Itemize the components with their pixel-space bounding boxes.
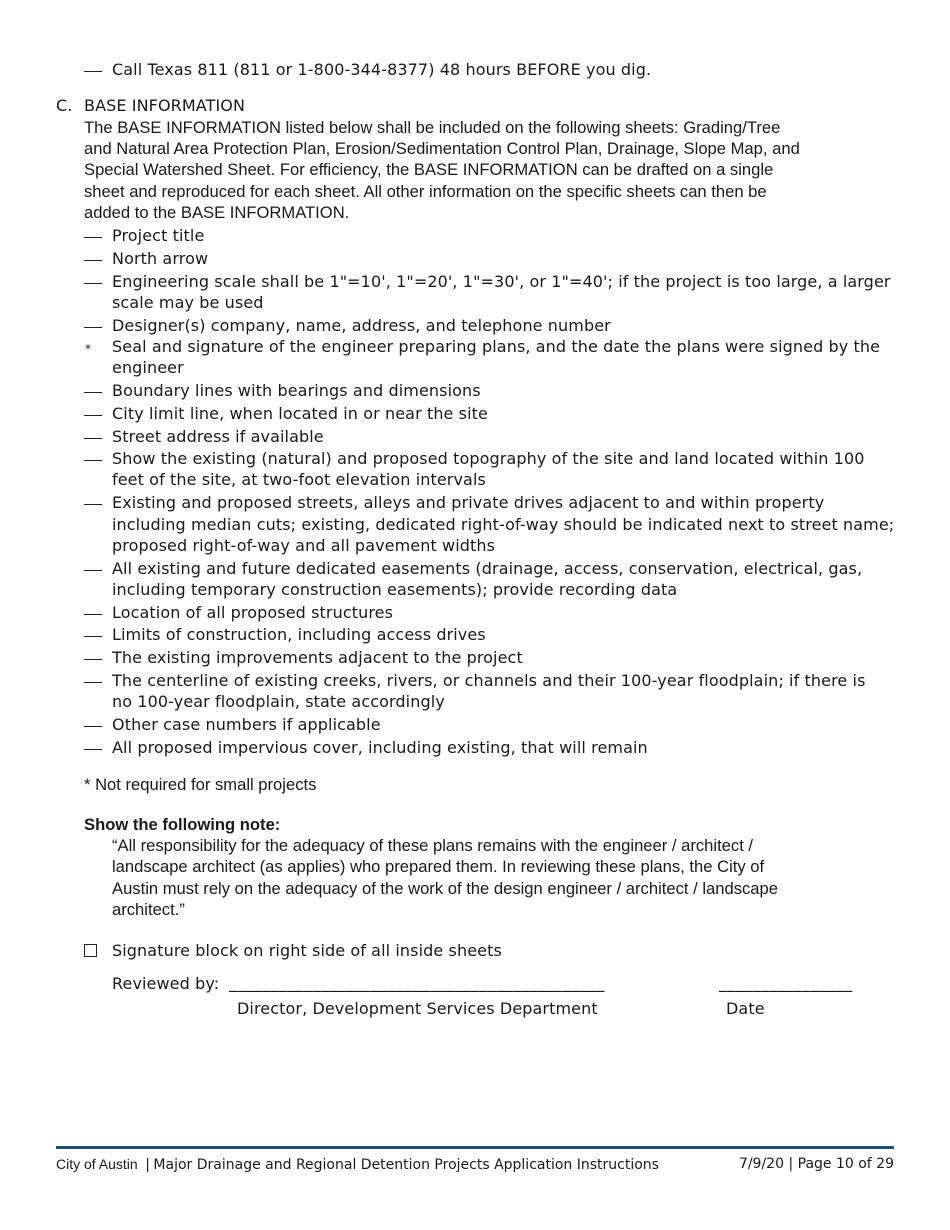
intro-line: Special Watershed Sheet. For efficiency, the BASE INFORMATION can be drafted on a single [84, 160, 774, 179]
dash-bullet [84, 726, 102, 727]
intro-line: sheet and reproduced for each sheet. All other information on the specific sheets can then be [84, 182, 767, 201]
list-item-continued: proposed right-of-way and all pavement widths [112, 536, 496, 555]
checkbox-label: Signature block on right side of all inside sheets [112, 941, 502, 960]
list-item: All existing and future dedicated easements (drainage, access, conservation, electrical, gas, [112, 559, 863, 578]
note-line: architect.” [112, 900, 185, 919]
list-item: Limits of construction, including access drives [112, 625, 486, 644]
list-item: Existing and proposed streets, alleys and private drives adjacent to and within property [112, 493, 825, 512]
footer-org: City of Austin [56, 1156, 138, 1172]
dash-bullet [84, 237, 102, 238]
list-item: All proposed impervious cover, including existing, that will remain [112, 738, 648, 757]
list-item: Location of all proposed structures [112, 603, 394, 622]
list-item-continued: scale may be used [112, 293, 264, 312]
intro-line: added to the BASE INFORMATION. [84, 203, 350, 222]
list-item: Show the existing (natural) and proposed topography of the site and land located within 100 [112, 449, 865, 468]
list-item: Boundary lines with bearings and dimensions [112, 381, 481, 400]
list-item-continued: including median cuts; existing, dedicated right-of-way should be indicated next to street name; [112, 515, 895, 534]
date-line: ________________ [719, 973, 853, 992]
dash-bullet [84, 749, 102, 750]
reviewed-by-label: Reviewed by: [112, 974, 220, 993]
list-item: City limit line, when located in or near the site [112, 404, 488, 423]
dash-bullet [84, 260, 102, 261]
footnote: * Not required for small projects [84, 775, 317, 794]
note-line: landscape architect (as applies) who prepared them. In reviewing these plans, the City of [112, 857, 765, 876]
intro-line: The BASE INFORMATION listed below shall be included on the following sheets: Grading/Tree [84, 118, 781, 137]
dash-bullet [84, 682, 102, 683]
footer-page-number: Page 10 of 29 [797, 1156, 894, 1172]
list-item-continued: no 100-year floodplain, state accordingly [112, 692, 445, 711]
section-letter: C. [56, 96, 73, 115]
dash-bullet [84, 283, 102, 284]
director-label: Director, Development Services Department [237, 999, 598, 1018]
footer-right [739, 1156, 894, 1172]
dash-bullet [84, 71, 102, 72]
footer-date: 7/9/20 [738, 1156, 784, 1172]
dash-bullet [84, 327, 102, 328]
date-label: Date [726, 999, 765, 1018]
list-item-continued: engineer [112, 358, 184, 377]
dash-bullet [84, 504, 102, 505]
list-item-continued: including temporary construction easements); provide recording data [112, 580, 678, 599]
dash-bullet [84, 415, 102, 416]
list-item: The centerline of existing creeks, rivers, or channels and their 100-year floodplain; if there is [112, 671, 866, 690]
footer-doc-title: Major Drainage and Regional Detention Projects Application Instructions [153, 1157, 659, 1173]
signature-block-checkbox[interactable] [84, 944, 97, 957]
note-line: “All responsibility for the adequacy of these plans remains with the engineer / architect / [112, 836, 754, 855]
dash-bullet [84, 438, 102, 439]
footer-left [56, 1156, 659, 1174]
asterisk-marker: * [85, 342, 91, 356]
dash-bullet [84, 392, 102, 393]
list-item: Engineering scale shall be 1"=10', 1"=20', 1"=30', or 1"=40'; if the project is too large, a larger [112, 272, 891, 291]
list-item: The existing improvements adjacent to the project [112, 648, 523, 667]
note-heading: Show the following note: [84, 815, 281, 834]
list-item: Project title [112, 226, 205, 245]
footer-rule [56, 1146, 894, 1149]
signature-line: _____________________________________________ [229, 973, 605, 992]
list-item: Seal and signature of the engineer preparing plans, and the date the plans were signed by the [112, 337, 881, 356]
dash-bullet [84, 636, 102, 637]
dash-bullet [84, 570, 102, 571]
list-item: Designer(s) company, name, address, and telephone number [112, 316, 611, 335]
footer-separator: | [788, 1156, 794, 1172]
note-line: Austin must rely on the adequacy of the work of the design engineer / architect / landscape [112, 879, 778, 898]
dash-bullet [84, 614, 102, 615]
list-item: Other case numbers if applicable [112, 715, 381, 734]
dash-bullet [84, 659, 102, 660]
top-item: Call Texas 811 (811 or 1-800-344-8377) 48 hours BEFORE you dig. [112, 60, 652, 79]
list-item-continued: feet of the site, at two-foot elevation intervals [112, 470, 486, 489]
intro-line: and Natural Area Protection Plan, Erosion/Sedimentation Control Plan, Drainage, Slope Map, and [84, 139, 800, 158]
list-item: North arrow [112, 249, 209, 268]
dash-bullet [84, 460, 102, 461]
section-title: BASE INFORMATION [84, 96, 246, 115]
list-item: Street address if available [112, 427, 324, 446]
footer-separator: | [145, 1157, 150, 1173]
